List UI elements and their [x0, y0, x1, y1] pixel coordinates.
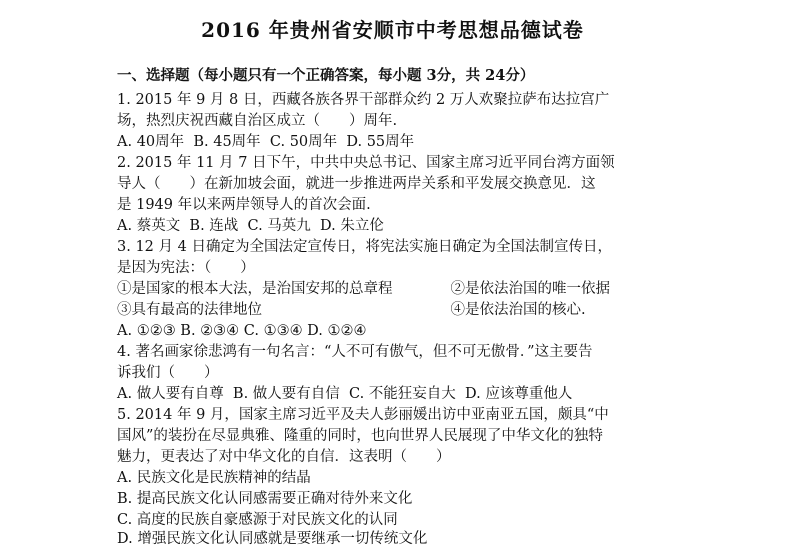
- text-line: A. 做人要有自尊 B. 做人要有自信 C. 不能狂妄自大 D. 应该尊重他人: [117, 386, 573, 402]
- text-line: 诉我们（ ）: [117, 365, 219, 381]
- text-line: 是因为宪法：（ ）: [117, 260, 255, 276]
- text-line: D. 增强民族文化认同感就是要继承一切传统文化: [117, 531, 428, 547]
- text-line: 魅力，更表达了对中华文化的自信．这表明（ ）: [117, 449, 451, 465]
- text-line: 国风”的装扮在尽显典雅、隆重的同时，也向世界人民展现了中华文化的独特: [117, 428, 603, 444]
- text-line: B. 提高民族文化认同感需要正确对待外来文化: [117, 491, 413, 507]
- text-line: ①是国家的根本大法，是治国安邦的总章程 ②是依法治国的唯一依据: [117, 281, 610, 297]
- text-line: 1. 2015 年 9 月 8 日，西藏各族各界干部群众约 2 万人欢聚拉萨布达拉宫广: [117, 92, 610, 108]
- text-line: 5. 2014 年 9 月，国家主席习近平及夫人彭丽媛出访中亚南亚五国，颇具“中: [117, 407, 609, 423]
- text-line: 3. 12 月 4 日确定为全国法定宣传日，将宪法实施日确定为全国法制宣传日，: [117, 239, 612, 255]
- text-line: A. 民族文化是民族精神的结晶: [117, 470, 311, 486]
- text-line: A. ①②③ B. ②③④ C. ①③④ D. ①②④: [117, 323, 367, 339]
- text-line: A. 蔡英文 B. 连战 C. 马英九 D. 朱立伦: [117, 218, 384, 234]
- text-line: ③具有最高的法律地位 ④是依法治国的核心.: [117, 302, 586, 318]
- text-line: 导人（ ）在新加坡会面，就进一步推进两岸关系和平发展交换意见．这: [117, 176, 596, 192]
- section-heading: 一、选择题（每小题只有一个正确答案，每小题 3分，共 24分）: [117, 67, 535, 84]
- text-line: 是 1949 年以来两岸领导人的首次会面.: [117, 197, 371, 213]
- text-line: A. 40周年 B. 45周年 C. 50周年 D. 55周年: [117, 134, 415, 150]
- text-line: 场，热烈庆祝西藏自治区成立（ ）周年.: [117, 113, 398, 129]
- text-line: 2. 2015 年 11 月 7 日下午，中共中央总书记、国家主席习近平同台湾方面领: [117, 155, 615, 171]
- text-line: 4. 著名画家徐悲鸿有一句名言：“人不可有傲气，但不可无傲骨．”这主要告: [117, 344, 593, 360]
- text-line: C. 高度的民族自豪感源于对民族文化的认同: [117, 512, 398, 528]
- page-title: 2016 年贵州省安顺市中考思想品德试卷: [201, 18, 584, 42]
